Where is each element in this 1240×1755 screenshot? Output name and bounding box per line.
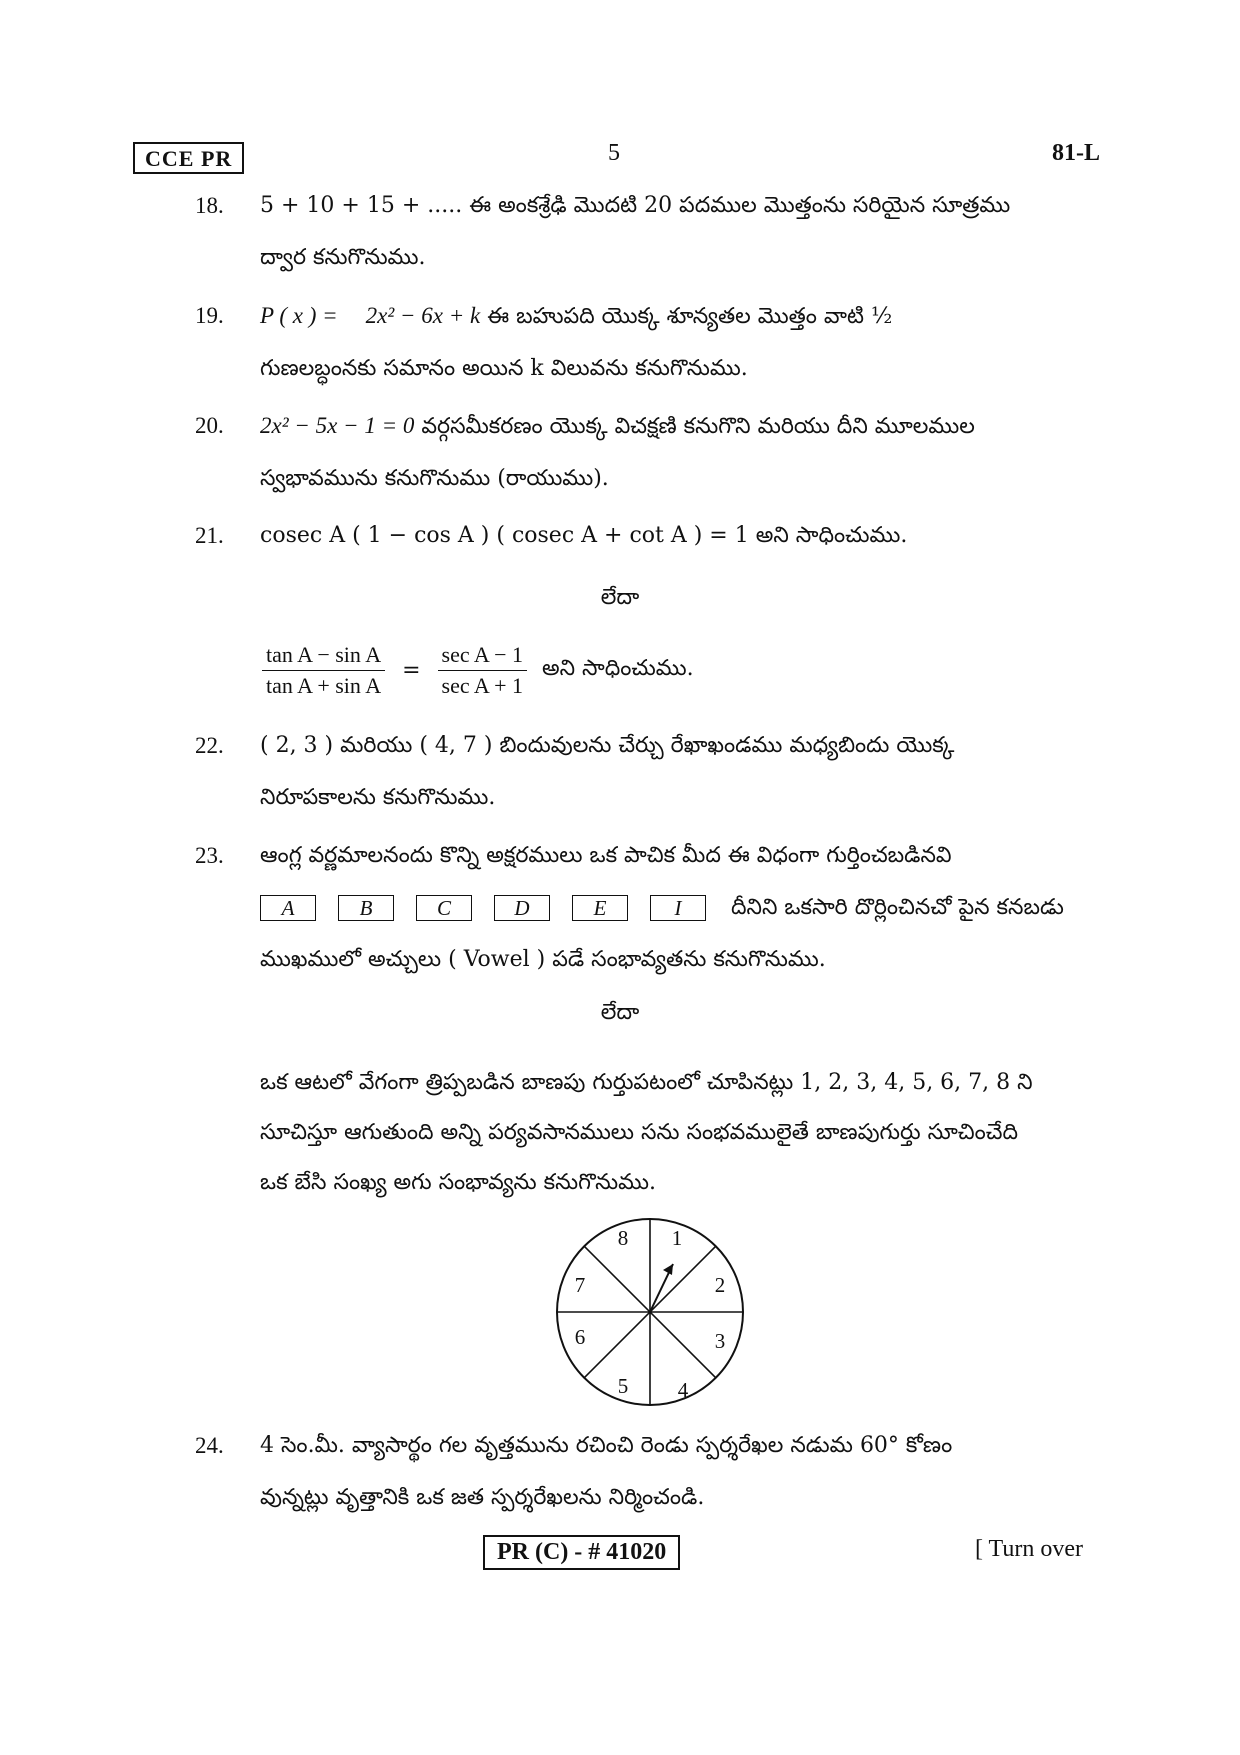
question-24: [195, 1420, 1110, 1524]
spinner-diagram: [550, 1212, 750, 1412]
turn-over-note: [ Turn over: [975, 1536, 1084, 1562]
spinner-label: 1: [671, 1226, 683, 1250]
question-number: 21.: [195, 523, 224, 548]
letter-box: D: [494, 895, 550, 921]
question-text-line: ద్వార కనుగొనుము.: [260, 245, 426, 270]
question-text-line: 4 సెం.మీ. వ్యాసార్థం గల వృత్తమును రచించి రెండు స్పర్శరేఖల నడుమ 60° కోణం: [260, 1433, 953, 1458]
letter-box: B: [338, 895, 394, 921]
rhs-numerator: sec A − 1: [438, 640, 527, 671]
polynomial-expression: 2x² − 6x + k: [365, 303, 481, 328]
letter-box: C: [416, 895, 472, 921]
spinner-label: 4: [677, 1378, 689, 1402]
lhs-numerator: tan A − sin A: [262, 640, 385, 671]
paper-code: 81-L: [1052, 140, 1100, 166]
question-23-alternative: [260, 1058, 1110, 1208]
letter-box: E: [572, 895, 628, 921]
or-divider: లేదా: [600, 1000, 640, 1025]
lhs-denominator: tan A + sin A: [266, 673, 382, 698]
spinner-label: 3: [714, 1329, 726, 1353]
page-number: 5: [608, 140, 620, 166]
question-text-line: ఆంగ్ల వర్ణమాలనందు కొన్ని అక్షరములు ఒక పాచిక మీద ఈ విధంగా గుర్తించబడినవి: [260, 843, 952, 868]
question-number: 23.: [195, 843, 224, 868]
letter-box: I: [650, 895, 706, 921]
question-23: [195, 830, 1110, 986]
question-text-line: నిరూపకాలను కనుగొనుము.: [260, 785, 496, 810]
quadratic-equation: 2x² − 5x − 1 = 0: [260, 413, 415, 438]
question-text: ఈ బహుపది యొక్క శూన్యతల మొత్తం వాటి ½: [487, 304, 893, 329]
lhs-fraction: [262, 640, 385, 701]
polynomial-lead: P ( x ) =: [260, 303, 338, 328]
question-number: 20.: [195, 413, 224, 438]
question-text-line: cosec A ( 1 − cos A ) ( cosec A + cot A ) = 1 అని సాధించుము.: [260, 523, 908, 548]
question-text-line: ఒక ఆటలో వేగంగా త్రిప్పబడిన బాణపు గుర్తుపటంలో చూపినట్లు 1, 2, 3, 4, 5, 6, 7, 8 ని: [260, 1070, 1033, 1095]
equals-sign: =: [402, 657, 421, 683]
footer-code: PR (C) - # 41020: [483, 1535, 680, 1570]
question-text-line: సూచిస్తూ ఆగుతుంది అన్ని పర్యవసానములు సను సంభవములైతే బాణపుగుర్తు సూచించేది: [260, 1120, 1019, 1145]
spinner-label: 5: [617, 1374, 629, 1398]
question-22: [195, 720, 1110, 824]
question-text-line: ఒక బేసి సంఖ్య అగు సంభావ్యను కనుగొనుము.: [260, 1170, 657, 1195]
rhs-denominator: sec A + 1: [441, 673, 523, 698]
identity-tail: అని సాధించుము.: [542, 655, 694, 681]
spinner-label: 8: [617, 1226, 629, 1250]
question-number: 22.: [195, 733, 224, 758]
letter-box: A: [260, 895, 316, 921]
question-21: [195, 510, 1110, 562]
question-text: దీనిని ఒకసారి దొర్లించినచో పైన కనబడు: [731, 895, 1064, 920]
identity-alternative: [262, 640, 694, 701]
question-text-line: స్వభావమును కనుగొనుము (రాయుము).: [260, 466, 609, 491]
header-left-code: CCE PR: [133, 142, 244, 174]
question-19: [195, 290, 1110, 395]
spinner-label: 7: [574, 1273, 586, 1297]
question-number: 24.: [195, 1433, 224, 1458]
question-text-line: 5 + 10 + 15 + ..... ఈ అంకశ్రేఢి మొదటి 20 పదముల మొత్తంను సరియైన సూత్రము: [260, 193, 1011, 218]
question-text: వర్గసమీకరణం యొక్క విచక్షణి కనుగొని మరియు దీని మూలముల: [421, 414, 975, 439]
question-text-line: వున్నట్లు వృత్తానికి ఒక జత స్పర్శరేఖలను నిర్మించండి.: [260, 1485, 705, 1510]
question-text-line: ( 2, 3 ) మరియు ( 4, 7 ) బిందువులను చేర్చు రేఖాఖండము మధ్యబిందు యొక్క: [260, 733, 955, 758]
question-text-line: ముఖములో అచ్చులు ( Vowel ) పడే సంభావ్యతను కనుగొనుము.: [260, 947, 826, 972]
question-number: 18.: [195, 193, 224, 218]
question-18: [195, 180, 1110, 284]
or-divider: లేదా: [600, 585, 640, 610]
rhs-fraction: [438, 640, 527, 701]
spinner-label: 2: [714, 1273, 726, 1297]
die-letter-boxes: [260, 895, 706, 921]
question-20: [195, 400, 1110, 505]
question-number: 19.: [195, 303, 224, 328]
question-text-line: గుణలబ్ధంనకు సమానం అయిన k విలువను కనుగొనుము.: [260, 356, 748, 381]
spinner-label: 6: [574, 1325, 586, 1349]
